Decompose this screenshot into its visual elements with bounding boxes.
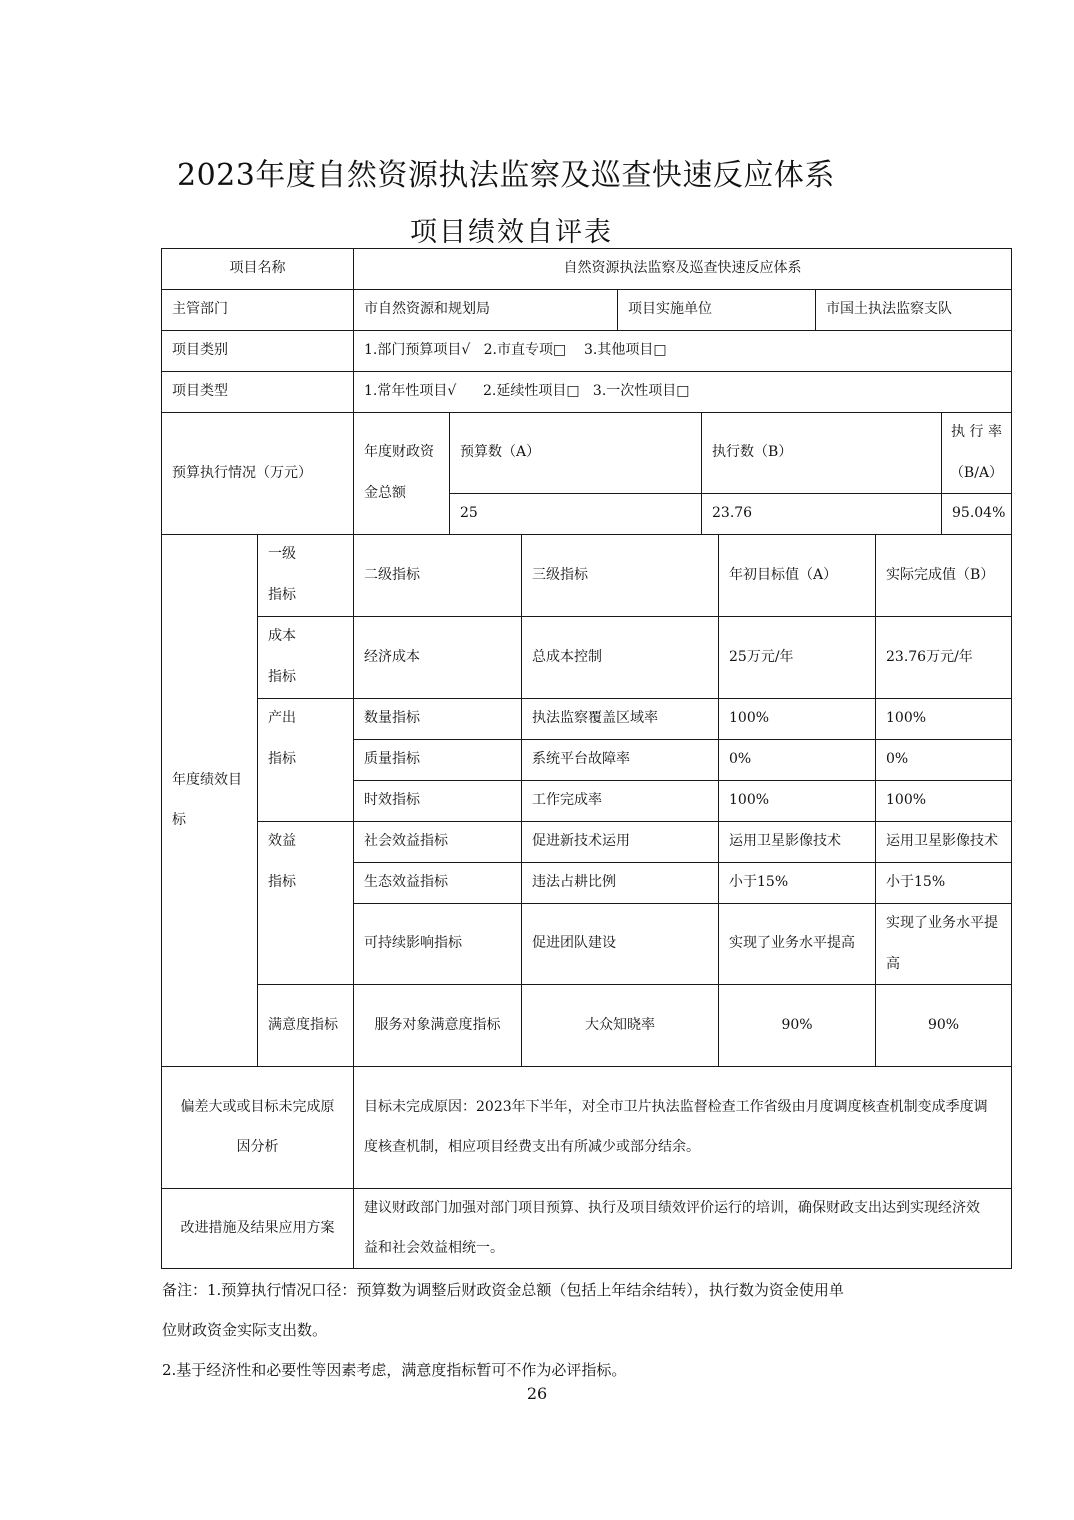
level3-header: 三级指标	[532, 567, 588, 583]
row-divider	[161, 1066, 1012, 1067]
table-border-bottom	[161, 1268, 1012, 1269]
category-value: 1.部门预算项目√ 2.市直专项□ 3.其他项目□	[364, 342, 667, 358]
indicator-target: 运用卫星影像技术	[729, 833, 841, 849]
indicator-l3: 违法占耕比例	[532, 874, 616, 890]
indicator-l3: 执法监察覆盖区域率	[532, 710, 658, 726]
row-divider	[161, 412, 1012, 413]
exec-value: 23.76	[712, 505, 753, 521]
indicator-target: 小于15%	[729, 874, 789, 890]
table-border-right	[1011, 248, 1012, 1269]
col-divider	[875, 534, 876, 1067]
indicator-l2: 生态效益指标	[364, 874, 448, 890]
indicator-actual: 100%	[886, 710, 927, 726]
rate-value: 95.04%	[952, 505, 1006, 521]
indicator-l3: 总成本控制	[532, 649, 602, 665]
indicator-l3: 促进团队建设	[532, 935, 616, 951]
indicator-target: 100%	[729, 710, 770, 726]
indicator-actual-cont: 高	[886, 956, 900, 972]
target-header: 年初目标值（A）	[729, 567, 838, 583]
fund-total-label: 年度财政资	[364, 444, 434, 460]
indicator-l2: 质量指标	[364, 751, 420, 767]
deviation-text: 目标未完成原因：2023年下半年，对全市卫片执法监督检查工作省级由月度调度核查机制变成季度调	[364, 1099, 988, 1115]
deviation-label-cont: 因分析	[236, 1139, 279, 1155]
deviation-label: 偏差大或或目标未完成原	[180, 1099, 335, 1115]
group-benefit-cont: 指标	[268, 874, 296, 890]
exec-header: 执行数（B）	[712, 444, 793, 460]
indicator-l2: 服务对象满意度指标	[374, 1017, 501, 1033]
group-satisfaction: 满意度指标	[268, 1017, 338, 1033]
row-divider	[353, 739, 1012, 740]
level1-header-cont: 指标	[268, 587, 296, 603]
type-value: 1.常年性项目√ 2.延续性项目□ 3.一次性项目□	[364, 383, 690, 399]
annual-performance-label-cont: 标	[172, 812, 186, 828]
improvement-text: 建议财政部门加强对部门项目预算、执行及项目绩效评价运行的培训，确保财政支出达到实现经济效	[364, 1200, 980, 1216]
group-cost-cont: 指标	[268, 669, 296, 685]
indicator-actual: 0%	[886, 751, 909, 767]
group-benefit: 效益	[268, 833, 296, 849]
budget-header: 预算数（A）	[460, 444, 541, 460]
dept-value: 市自然资源和规划局	[364, 301, 490, 317]
col-divider	[521, 534, 522, 1067]
fund-total-label-cont: 金总额	[364, 485, 406, 501]
type-label: 项目类型	[172, 383, 228, 399]
project-name-value: 自然资源执法监察及巡查快速反应体系	[563, 260, 802, 276]
indicator-actual: 运用卫星影像技术	[886, 833, 998, 849]
actual-header: 实际完成值（B）	[886, 567, 995, 583]
col-divider	[449, 412, 450, 535]
col-divider	[617, 289, 618, 331]
budget-execution-label: 预算执行情况（万元）	[172, 465, 312, 481]
note-line-2: 位财政资金实际支出数。	[162, 1321, 328, 1339]
indicator-l3: 促进新技术运用	[532, 833, 630, 849]
indicator-l2: 社会效益指标	[364, 833, 448, 849]
impl-unit-value: 市国土执法监察支队	[826, 301, 952, 317]
deviation-text-cont: 度核查机制，相应项目经费支出有所减少或部分结余。	[364, 1139, 700, 1155]
indicator-actual: 实现了业务水平提	[886, 915, 998, 931]
document-title-line-1: 2023年度自然资源执法监察及巡查快速反应体系	[177, 158, 835, 193]
page-number: 26	[526, 1384, 548, 1403]
indicator-l2: 数量指标	[364, 710, 420, 726]
indicator-l2: 时效指标	[364, 792, 420, 808]
indicator-l3: 大众知晓率	[585, 1017, 655, 1033]
budget-value: 25	[460, 505, 478, 521]
col-divider	[353, 248, 354, 1269]
improvement-text-cont: 益和社会效益相统一。	[364, 1240, 504, 1256]
impl-unit-label: 项目实施单位	[628, 301, 712, 317]
group-output-cont: 指标	[268, 751, 296, 767]
indicator-l2: 可持续影响指标	[364, 935, 462, 951]
note-line-1: 备注：1.预算执行情况口径：预算数为调整后财政资金总额（包括上年结余结转），执行数为资金使用单	[162, 1281, 844, 1299]
project-name-label: 项目名称	[229, 260, 286, 276]
rate-header-formula: （B/A）	[949, 465, 1004, 481]
category-label: 项目类别	[172, 342, 228, 358]
row-divider	[257, 616, 1012, 617]
col-divider	[701, 412, 702, 535]
level1-header: 一级	[268, 546, 296, 562]
indicator-l3: 工作完成率	[532, 792, 602, 808]
note-line-3: 2.基于经济性和必要性等因素考虑，满意度指标暂可不作为必评指标。	[162, 1361, 627, 1379]
col-divider	[718, 534, 719, 1067]
rate-header: 执 行 率	[951, 424, 1002, 440]
col-divider	[257, 534, 258, 1067]
indicator-target: 0%	[729, 751, 752, 767]
indicator-l2: 经济成本	[364, 649, 420, 665]
indicator-target: 100%	[729, 792, 770, 808]
indicator-target: 90%	[781, 1017, 813, 1033]
indicator-actual: 100%	[886, 792, 927, 808]
col-divider	[815, 289, 816, 331]
dept-label: 主管部门	[172, 301, 228, 317]
indicator-l3: 系统平台故障率	[532, 751, 630, 767]
indicator-actual: 23.76万元/年	[886, 649, 973, 665]
annual-performance-label: 年度绩效目	[172, 772, 242, 788]
improvement-label: 改进措施及结果应用方案	[180, 1220, 335, 1236]
indicator-actual: 小于15%	[886, 874, 946, 890]
indicator-target: 实现了业务水平提高	[729, 935, 855, 951]
indicator-target: 25万元/年	[729, 649, 794, 665]
group-cost: 成本	[268, 628, 296, 644]
indicator-actual: 90%	[927, 1017, 960, 1033]
level2-header: 二级指标	[364, 567, 420, 583]
group-output: 产出	[268, 710, 296, 726]
document-title-line-2: 项目绩效自评表	[410, 217, 613, 248]
